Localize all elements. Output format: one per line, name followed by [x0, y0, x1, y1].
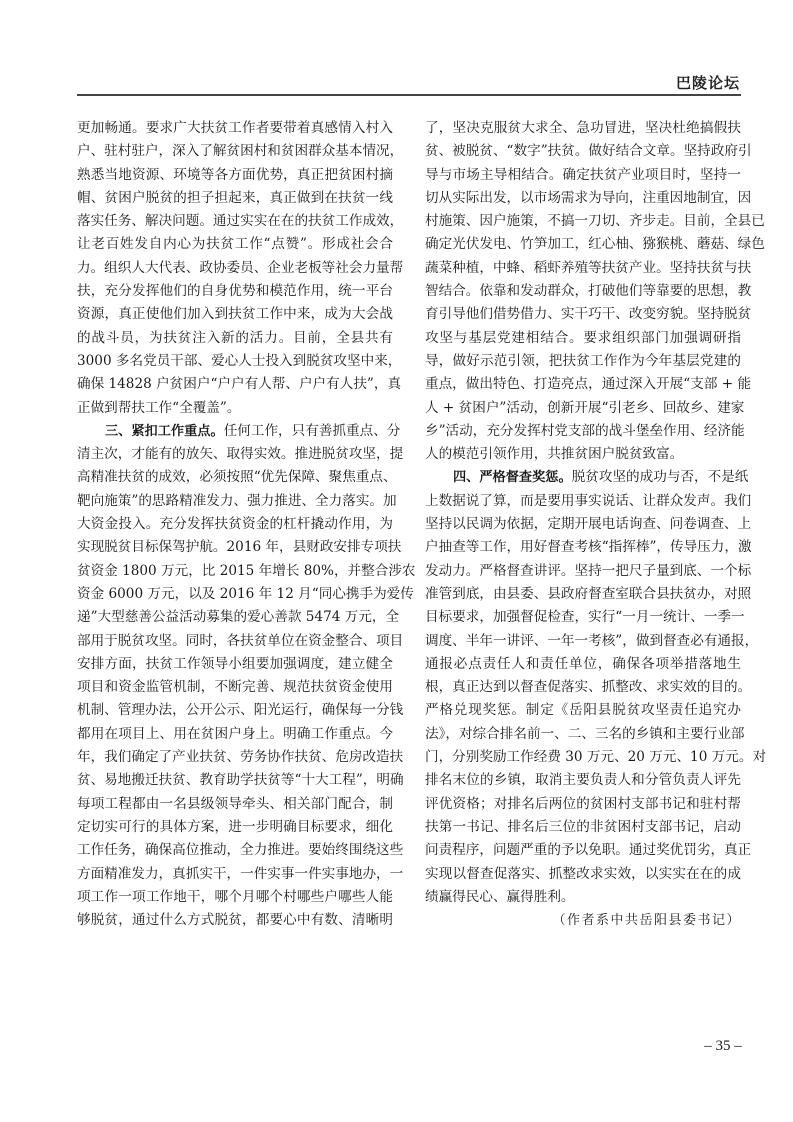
text-line [425, 257, 752, 280]
line-text: 靶向施策”的思路精准发力、强力推进、全力落实。加 [77, 492, 397, 509]
text-line [425, 210, 765, 233]
line-text: 资源，真正使他们加入到扶贫工作中来，成为大会战 [77, 306, 393, 323]
text-line [77, 793, 393, 816]
line-text: 更加畅通。要求广大扶贫工作者要带着真感情入村入 [77, 120, 393, 136]
line-text: 部用于脱贫攻坚。同时，各扶贫单位在资金整合、项目 [77, 632, 404, 649]
text-line [425, 140, 752, 163]
line-text: 贫、易地搬迁扶贫、教育助学扶贫等“十大工程”，明确 [77, 772, 404, 789]
text-line [77, 303, 393, 326]
text-line [77, 140, 404, 163]
section-heading-line [77, 420, 401, 443]
text-line [425, 397, 745, 420]
text-line [425, 653, 741, 676]
right-column [425, 117, 767, 932]
text-line [77, 653, 393, 676]
line-text: 智结合。依靠和发动群众，打破他们等靠要的思想，教 [425, 283, 752, 300]
line-text: 户抽查等工作，用好督查考核“指挥棒”，传导压力，激 [425, 539, 752, 556]
line-text: 落实任务、解决问题。通过实实在在的扶贫工作成效， [77, 213, 404, 230]
line-text: 门，分别奖励工作经费 30 万元、20 万元、10 万元。对 [425, 749, 767, 766]
text-line [77, 816, 393, 839]
line-text: 熟悉当地资源、环境等各方面优势，真正把贫困村摘 [77, 166, 393, 183]
line-text: 脱贫攻坚的成功与否，不是纸 [571, 469, 749, 486]
line-text: 发动力。严格督查讲评。坚持一把尺子量到底、一个标 [425, 562, 752, 579]
text-line [77, 117, 393, 140]
line-text: 攻坚与基层党建相结合。要求组织部门加强调研指 [425, 329, 741, 346]
line-text: 重点，做出特色、打造亮点，通过深入开展“支部 + 能 [425, 376, 752, 393]
author-note: （作者系中共岳阳县委书记） [552, 913, 741, 929]
section-heading-line [425, 466, 749, 489]
line-text: 上数据说了算，而是要用事实说话、让群众发声。我们 [425, 492, 752, 509]
line-text: 绩赢得民心、赢得胜利。 [425, 888, 575, 905]
text-line [77, 210, 404, 233]
text-line [425, 839, 752, 862]
line-text: 清主次，才能有的放矢、取得实效。推进脱贫攻坚，提 [77, 446, 404, 463]
text-line [425, 583, 752, 606]
line-text: 乡”活动，充分发挥村党支部的战斗堡垒作用、经济能 [425, 422, 745, 439]
text-line [425, 816, 741, 839]
line-text: 安排方面，扶贫工作领导小组要加强调度，建立健全 [77, 655, 393, 672]
line-text: 年，我们确定了产业扶贫、劳务协作扶贫、危房改造扶 [77, 749, 404, 766]
text-line [425, 164, 741, 187]
line-text: 实现脱贫目标保驾护航。2016 年，县财政安排专项扶 [77, 539, 402, 556]
line-text: 法》，对综合排名前一、二、三名的乡镇和主要行业部 [425, 725, 745, 742]
page-number: – 35 – [704, 1038, 742, 1054]
text-line [77, 909, 393, 932]
line-text: 导与市场主导相结合。确定扶贫产业项目时，坚持一 [425, 166, 741, 183]
running-header-title: 巴陵论坛 [675, 74, 740, 92]
text-line [425, 606, 745, 629]
line-text: 力。组织人大代表、政协委员、企业老板等社会力量帮 [77, 259, 404, 276]
line-text: 项工作一项工作地干，哪个月哪个村哪些户哪些人能 [77, 888, 393, 905]
line-text: 村施策、因户施策，不搞一刀切、齐步走。目前，全县已 [425, 213, 765, 230]
line-text: 确定光伏发电、竹笋加工，红心柚、猕猴桃、蘑菇、绿色 [425, 236, 765, 253]
text-line [77, 699, 404, 722]
text-line [77, 233, 393, 256]
header-rule [77, 94, 741, 96]
line-text: 的战斗员，为扶贫注入新的活力。目前，全县共有 [77, 329, 393, 346]
text-line [425, 863, 741, 886]
text-line [425, 513, 752, 536]
text-line [77, 723, 393, 746]
line-text: 排名末位的乡镇，取消主要负责人和分管负责人评先 [425, 772, 741, 789]
line-text: 贫资金 1800 万元，比 2015 年增长 80%，并整合涉农 [77, 562, 416, 579]
text-line [77, 583, 414, 606]
text-line [77, 187, 393, 210]
text-line [425, 769, 741, 792]
line-text: 户、驻村驻户，深入了解贫困村和贫困群众基本情况， [77, 143, 404, 160]
text-line [425, 373, 752, 396]
text-line [77, 327, 393, 350]
text-line [425, 793, 741, 816]
text-line [77, 676, 393, 699]
text-line [77, 443, 404, 466]
text-line [425, 303, 752, 326]
line-text: 蔬菜种植，中蜂、稻虾养殖等扶贫产业。坚持扶贫与扶 [425, 259, 752, 276]
line-text: 3000 多名党员干部、爱心人士投入到脱贫攻坚中来， [77, 352, 402, 369]
line-text: 贫、被脱贫、“数字”扶贫。做好结合文章。坚持政府引 [425, 143, 752, 160]
line-text: 方面精准发力，真抓实干，一件实事一件实事地办，一 [77, 865, 404, 882]
text-line [425, 350, 741, 373]
left-column [77, 117, 416, 932]
line-text: 工作任务，确保高位推动，全力推进。要始终围绕这些 [77, 842, 404, 859]
line-text: 目标要求，加强督促检查，实行“一月一统计、一季一 [425, 609, 745, 626]
text-line [425, 699, 741, 722]
text-line [77, 863, 404, 886]
text-line [77, 606, 400, 629]
line-text: 资金 6000 万元，以及 2016 年 12 月“同心携手为爱传 [77, 585, 414, 602]
line-text: 调度、半年一讲评、一年一考核”，做到督查必有通报， [425, 632, 759, 649]
line-text: 让老百姓发自内心为扶贫工作“点赞”。形成社会合 [77, 236, 393, 253]
line-text: 根，真正达到以督查促落实、抓整改、求实效的目的。 [425, 679, 752, 696]
text-line [77, 536, 402, 559]
text-line [425, 560, 752, 583]
line-text: 都用在项目上、用在贫困户身上。明确工作重点。今 [77, 725, 393, 742]
text-line [425, 117, 741, 140]
text-line [77, 257, 404, 280]
line-text: 人 + 贫困户”活动，创新开展“引老乡、回故乡、建家 [425, 399, 745, 416]
text-line [77, 769, 404, 792]
text-line [425, 490, 752, 513]
line-text: 人的模范引领作用，共推贫困户脱贫致富。 [425, 446, 684, 463]
text-line [425, 187, 752, 210]
line-text: 扶第一书记、排名后三位的非贫困村支部书记，启动 [425, 818, 741, 835]
line-text: 任何工作，只有善抓重点、分 [223, 422, 401, 439]
text-line [425, 676, 752, 699]
line-text: 每项工程都由一名县级领导牵头、相关部门配合，制 [77, 795, 393, 812]
text-line [425, 723, 745, 746]
text-line [425, 746, 767, 769]
line-text: 帽、贫困户脱贫的担子担起来，真正做到在扶贫一线 [77, 189, 393, 206]
line-text: 定切实可行的具体方案，进一步明确目标要求，细化 [77, 818, 393, 835]
text-line [77, 350, 402, 373]
text-line [77, 630, 404, 653]
line-text: 坚持以民调为依据，定期开展电话询查、问卷调查、上 [425, 516, 752, 533]
line-text: 实现以督查促落实、抓整改求实效，以实实在在的成 [425, 865, 741, 882]
line-text: 大资金投入。充分发挥扶贫资金的杠杆撬动作用，为 [77, 516, 393, 533]
line-text: 通报必点责任人和责任单位，确保各项举措落地生 [425, 655, 741, 672]
text-line [425, 443, 741, 466]
section-heading: 三、紧扣工作重点。 [105, 423, 224, 439]
text-line [77, 886, 393, 909]
line-text: 正做到帮扶工作“全覆盖”。 [77, 399, 241, 416]
text-line [425, 420, 745, 443]
line-text: 导，做好示范引领，把扶贫工作作为今年基层党建的 [425, 352, 741, 369]
line-text: 扶，充分发挥他们的自身优势和模范作用，统一平台 [77, 283, 393, 300]
text-line [425, 233, 765, 256]
section-heading: 四、严格督查奖惩。 [453, 470, 572, 486]
text-line [425, 630, 759, 653]
text-line [77, 397, 393, 420]
line-text: 切从实际出发，以市场需求为导向，注重因地制宜，因 [425, 189, 752, 206]
line-text: 够脱贫，通过什么方式脱贫，都要心中有数、清晰明 [77, 912, 393, 929]
line-text: 问责程序，问题严重的予以免职。通过奖优罚劣，真正 [425, 842, 752, 859]
line-text: 了，坚决克服贫大求全、急功冒进，坚决杜绝搞假扶 [425, 120, 741, 136]
line-text: 机制、管理办法，公开公示、阳光运行，确保每一分钱 [77, 702, 404, 719]
text-line [425, 327, 741, 350]
text-line [77, 513, 393, 536]
text-line [77, 746, 404, 769]
line-text: 高精准扶贫的成效，必须按照“优先保障、聚焦重点、 [77, 469, 397, 486]
text-line [77, 373, 402, 396]
line-text: 准管到底，由县委、县政府督查室联合县扶贫办，对照 [425, 585, 752, 602]
line-text: 育引导他们借势借力、实干巧干、改变穷貌。坚持脱贫 [425, 306, 752, 323]
line-text: 评优资格；对排名后两位的贫困村支部书记和驻村帮 [425, 795, 741, 812]
text-line [77, 466, 397, 489]
line-text: 递”大型慈善公益活动募集的爱心善款 5474 万元，全 [77, 609, 400, 626]
text-line [77, 280, 393, 303]
line-text: 确保 14828 户贫困户“户户有人帮、户户有人扶”，真 [77, 376, 402, 393]
text-line [77, 839, 404, 862]
text-line [425, 280, 752, 303]
text-line [425, 886, 741, 909]
text-line [77, 164, 393, 187]
text-line [77, 560, 416, 583]
line-text: 严格兑现奖惩。制定《岳阳县脱贫攻坚责任追究办 [425, 702, 741, 719]
text-line [425, 536, 752, 559]
text-line [77, 490, 397, 513]
line-text: 项目和资金监管机制，不断完善、规范扶贫资金使用 [77, 679, 393, 696]
